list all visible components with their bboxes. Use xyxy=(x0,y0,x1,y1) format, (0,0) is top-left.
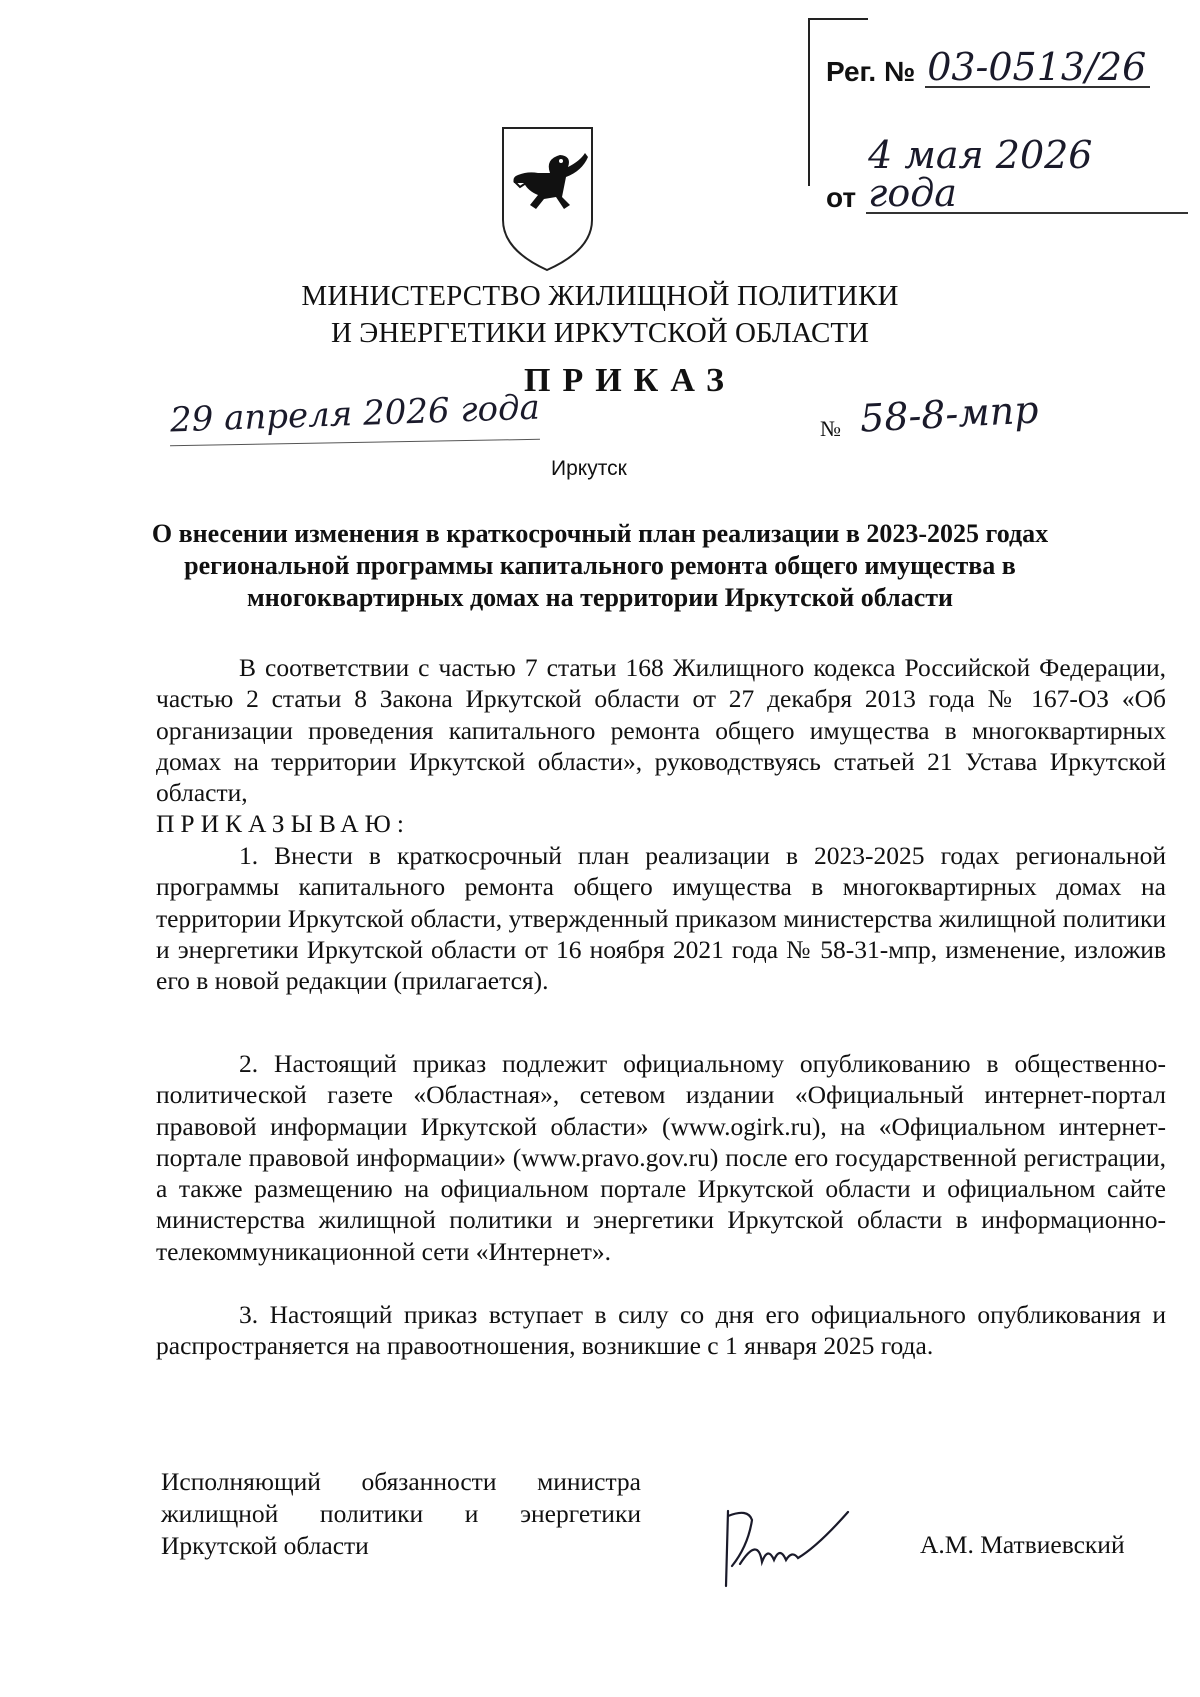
signatory-position-line-1: Исполняющий обязанности министра xyxy=(161,1467,641,1496)
order-item-2: 2. Настоящий приказ подлежит официальному опубликованию в общественно-политической газете «Областная», сетевом издании «Официальный интернет-портал правовой информации Иркутской области» (www.ogirk.ru), на «Официальном интернет-портале правовой информации» (www.pravo.gov.ru) после его государственной регистрации, а также размещению на официальном портале Иркутской области и официальном сайте министерства жилищной политики и энергетики Иркутской области в информационно-телекоммуникационной сети «Интернет». xyxy=(156,1049,1166,1266)
order-number-sign: № xyxy=(820,416,841,441)
signatory-position xyxy=(161,1466,641,1562)
preamble-paragraph: В соответствии с частью 7 статьи 168 Жилищного кодекса Российской Федерации, частью 2 статьи 8 Закона Иркутской области от 27 декабря 2013 года № 167-ОЗ «Об организации проведения капитального ремонта общего имущества в многоквартирных домах на территории Иркутской области», руководствуясь статьей 21 Устава Иркутской области, xyxy=(156,653,1166,808)
title-line-2: региональной программы капитального ремонта общего имущества в xyxy=(184,551,1016,580)
stamp-bracket xyxy=(808,18,810,186)
handwritten-signature xyxy=(718,1506,868,1591)
ministry-name-line-1: МИНИСТЕРСТВО ЖИЛИЩНОЙ ПОЛИТИКИ xyxy=(301,280,899,312)
registration-stamp xyxy=(808,18,1188,215)
title-line-1: О внесении изменения в краткосрочный план реализации в 2023-2025 годах xyxy=(151,519,1049,548)
signatory-position-line-3: Иркутской области xyxy=(161,1531,369,1560)
registration-date-label: от xyxy=(826,182,857,213)
order-date: 29 апреля 2026 года xyxy=(169,387,541,441)
document-type: ПРИКАЗ xyxy=(524,362,736,399)
order-item-3: 3. Настоящий приказ вступает в силу со дня его официального опубликования и распространяется на правоотношения, возникшие с 1 января 2025 года. xyxy=(156,1300,1166,1361)
title-line-3: многоквартирных домах на территории Иркутской области xyxy=(247,583,953,612)
signer-name: А.М. Матвиевский xyxy=(920,1530,1125,1559)
document-title xyxy=(150,518,1050,614)
directive-heading: ПРИКАЗЫВАЮ: xyxy=(156,809,410,838)
registration-date-value: 4 мая 2026 года xyxy=(866,136,1188,214)
registration-date-row xyxy=(826,133,1188,215)
date-underline xyxy=(170,439,540,446)
registration-number-label: Рег. № xyxy=(826,56,916,87)
registration-number-row xyxy=(826,45,1150,89)
city: Иркутск xyxy=(551,457,627,480)
stamp-top-line xyxy=(808,18,868,20)
registration-number-value: 03-0513/26 xyxy=(925,48,1150,88)
ministry-name-line-2: И ЭНЕРГЕТИКИ ИРКУТСКОЙ ОБЛАСТИ xyxy=(330,317,869,349)
order-item-1: 1. Внести в краткосрочный план реализации в 2023-2025 годах региональной программы капитального ремонта общего имущества в многоквартирных домах на территории Иркутской области, утвержденный приказом министерства жилищной политики и энергетики Иркутской области от 16 ноября 2021 года № 58-31-мпр, изменение, изложив его в новой редакции (прилагается). xyxy=(156,841,1166,996)
coat-of-arms-icon xyxy=(500,125,595,273)
order-number: 58-8-мпр xyxy=(858,387,1040,441)
signatory-position-line-2: жилищной политики и энергетики xyxy=(161,1499,641,1528)
